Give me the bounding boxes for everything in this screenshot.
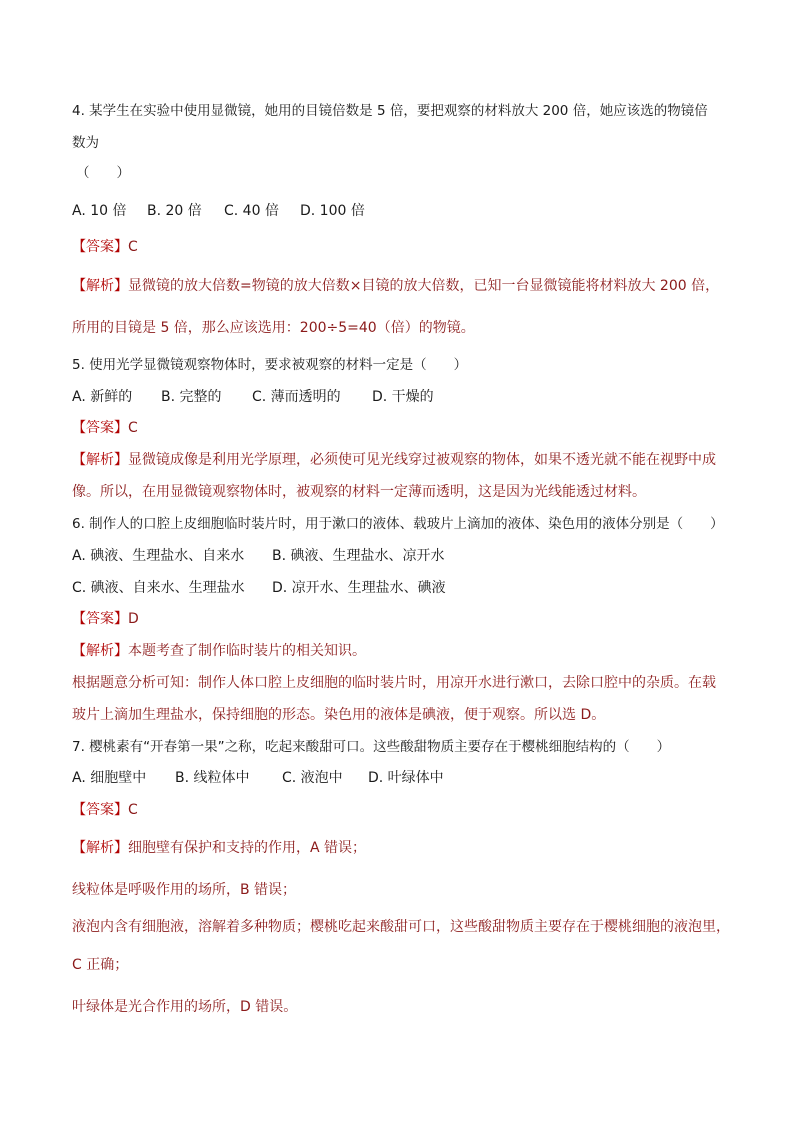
answer-tag: 【答案】 <box>72 420 128 436</box>
q7-answer <box>72 800 754 820</box>
answer-tag: 【答案】 <box>72 802 128 818</box>
q4-analysis-line1 <box>72 276 754 296</box>
q7-analysis-line3: 液泡内含有细胞液，溶解着多种物质；樱桃吃起来酸甜可口，这些酸甜物质主要存在于樱桃细胞的液泡里， <box>72 919 730 935</box>
answer-tag: 【答案】 <box>72 239 128 255</box>
q7-option-c: C. 液泡中 <box>282 770 343 786</box>
analysis-text: 本题考查了制作临时装片的相关知识。 <box>128 643 366 659</box>
q4-answer <box>72 237 754 257</box>
analysis-tag: 【解析】 <box>72 643 128 659</box>
q7-option-d: D. 叶绿体中 <box>368 770 444 786</box>
q4-stem-line1: 4. 某学生在实验中使用显微镜，她用的目镜倍数是 5 倍，要把观察的材料放大 200 倍，她应该选的物镜倍 <box>72 103 708 119</box>
q7-option-b: B. 线粒体中 <box>175 770 250 786</box>
q6-stem: 6. 制作人的口腔上皮细胞临时装片时，用于漱口的液体、载玻片上滴加的液体、染色用的液体分别是（ ） <box>72 516 724 532</box>
q5-stem: 5. 使用光学显微镜观察物体时，要求被观察的材料一定是（ ） <box>72 357 468 373</box>
q6-analysis-line3: 玻片上滴加生理盐水，保持细胞的形态。染色用的液体是碘液，便于观察。所以选 D。 <box>72 707 606 723</box>
q5-analysis-line2: 像。所以，在用显微镜观察物体时，被观察的材料一定薄而透明，这是因为光线能透过材料。 <box>72 484 646 500</box>
q6-analysis-line2: 根据题意分析可知：制作人体口腔上皮细胞的临时装片时，用凉开水进行漱口，去除口腔中的杂质。在载 <box>72 675 716 691</box>
q7-analysis-line2: 线粒体是呼吸作用的场所，B 错误； <box>72 882 297 898</box>
q7-option-a: A. 细胞壁中 <box>72 770 147 786</box>
q6-option-c: C. 碘液、自来水、生理盐水 <box>72 580 245 596</box>
q6-analysis-line1 <box>72 641 754 661</box>
answer-value: C <box>128 420 138 436</box>
answer-value: D <box>128 611 139 627</box>
q5-answer <box>72 418 754 438</box>
analysis-text: 显微镜成像是利用光学原理，必须使可见光线穿过被观察的物体，如果不透光就不能在视野中成 <box>128 452 716 468</box>
analysis-text: 显微镜的放大倍数=物镜的放大倍数×目镜的放大倍数，已知一台显微镜能将材料放大 200 倍， <box>128 278 720 294</box>
q5-analysis-line1 <box>72 450 754 470</box>
q5-option-d: D. 干燥的 <box>372 389 434 405</box>
q4-option-b: B. 20 倍 <box>147 203 202 219</box>
q7-analysis-line4: C 正确； <box>72 957 129 973</box>
q5-option-b: B. 完整的 <box>161 389 222 405</box>
q6-option-d: D. 凉开水、生理盐水、碘液 <box>272 580 446 596</box>
q4-analysis-line2: 所用的目镜是 5 倍，那么应该选用：200÷5=40（倍）的物镜。 <box>72 320 475 336</box>
q6-option-a: A. 碘液、生理盐水、自来水 <box>72 548 245 564</box>
q4-option-c: C. 40 倍 <box>224 203 279 219</box>
analysis-text: 细胞壁有保护和支持的作用，A 错误； <box>128 840 367 856</box>
q5-option-a: A. 新鲜的 <box>72 389 133 405</box>
q4-stem-line2: 数为 <box>72 135 99 151</box>
answer-tag: 【答案】 <box>72 611 128 627</box>
q4-option-d: D. 100 倍 <box>300 203 365 219</box>
q4-paren: （ ） <box>76 165 130 181</box>
q7-stem: 7. 樱桃素有“开春第一果”之称，吃起来酸甜可口。这些酸甜物质主要存在于樱桃细胞结构的（ ） <box>72 739 671 755</box>
q4-option-a: A. 10 倍 <box>72 203 127 219</box>
q7-analysis-line1 <box>72 838 754 858</box>
q6-option-b: B. 碘液、生理盐水、凉开水 <box>272 548 445 564</box>
analysis-tag: 【解析】 <box>72 840 128 856</box>
q6-answer <box>72 609 754 629</box>
answer-value: C <box>128 239 138 255</box>
analysis-tag: 【解析】 <box>72 452 128 468</box>
q5-option-c: C. 薄而透明的 <box>252 389 341 405</box>
answer-value: C <box>128 802 138 818</box>
analysis-tag: 【解析】 <box>72 278 128 294</box>
q7-analysis-line5: 叶绿体是光合作用的场所，D 错误。 <box>72 999 298 1015</box>
